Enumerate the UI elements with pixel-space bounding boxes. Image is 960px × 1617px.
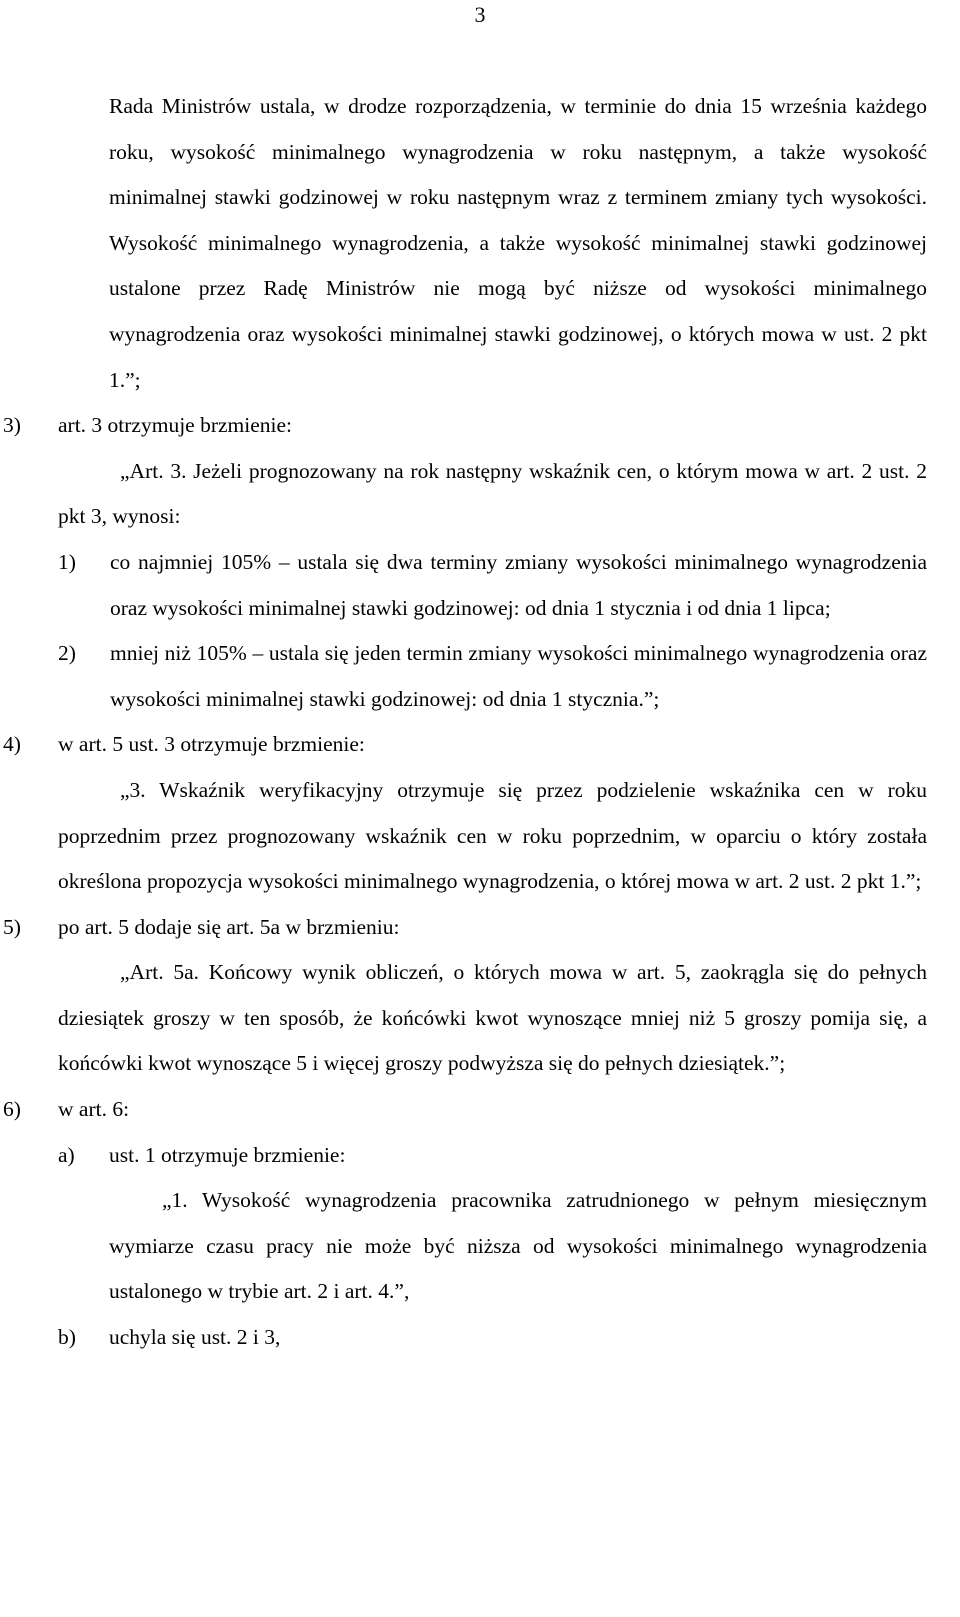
item-number: 5) [3, 914, 21, 939]
item-number: 4) [3, 732, 21, 757]
document-body [0, 84, 960, 1361]
sub-item-text: mniej niż 105% – ustala się jeden termin zmiany wysokości minimalnego wynagrodzenia oraz wysokości minimalnej stawki godzinowej: od dnia 1 stycznia.”; [110, 641, 927, 711]
intro-paragraph: Rada Ministrów ustala, w drodze rozporządzenia, w terminie do dnia 15 września każdego roku, wysokość minimalnego wynagrodzenia w roku następnym, a także wysokość minimalnej stawki godzinowej w roku następnym wraz z terminem zmiany tych wysokości. Wysokość minimalnego wynagrodzenia, a także wysokość minimalnej stawki godzinowej ustalone przez Radę Ministrów nie mogą być niższe od wysokości minimalnego wynagrodzenia oraz wysokości minimalnej stawki godzinowej, o których mowa w ust. 2 pkt 1.”; [109, 94, 927, 392]
art6-quote [109, 1178, 927, 1315]
list-item-5 [3, 905, 927, 951]
list-item-4 [3, 722, 927, 768]
item-text: w art. 6: [58, 1097, 130, 1122]
quote-text: „Art. 3. Jeżeli prognozowany na rok następny wskaźnik cen, o którym mowa w art. 2 ust. 2 pkt 3, wynosi: [58, 458, 927, 529]
letter-item-a [58, 1133, 927, 1179]
sub-item-2 [58, 631, 927, 722]
sub-item-number: 1) [58, 549, 76, 574]
quote-text: „3. Wskaźnik weryfikacyjny otrzymuje się przez podzielenie wskaźnika cen w roku poprzednim przez prognozowany wskaźnik cen w roku poprzednim, w oparciu o który została określona propozycja wysokości minimalnego wynagrodzenia, o której mowa w art. 2 ust. 2 pkt 1.”; [58, 777, 927, 894]
item-text: art. 3 otrzymuje brzmienie: [58, 413, 293, 438]
list-item-3 [3, 403, 927, 449]
quote-text: „Art. 5a. Końcowy wynik obliczeń, o których mowa w art. 5, zaokrągla się do pełnych dziesiątek groszy w ten sposób, że końcówki kwot wynoszące mniej niż 5 groszy pomija się, a końcówki kwot wynoszące 5 i więcej groszy podwyższa się do pełnych dziesiątek.”; [58, 960, 927, 1076]
letter-item-text: uchyla się ust. 2 i 3, [109, 1325, 281, 1350]
sub-item-number: 2) [58, 641, 76, 666]
letter-item-number: b) [58, 1325, 76, 1350]
list-item-6 [3, 1087, 927, 1133]
art5-quote [58, 768, 927, 905]
item-text: po art. 5 dodaje się art. 5a w brzmieniu: [58, 914, 400, 939]
letter-item-text: ust. 1 otrzymuje brzmienie: [109, 1142, 346, 1167]
quote-text: „1. Wysokość wynagrodzenia pracownika zatrudnionego w pełnym miesięcznym wymiarze czasu pracy nie może być niższa od wysokości minimalnego wynagrodzenia ustalonego w trybie art. 2 i art. 4.”, [109, 1188, 927, 1304]
sub-item-1 [58, 540, 927, 631]
sub-item-text: co najmniej 105% – ustala się dwa terminy zmiany wysokości minimalnego wynagrodzenia oraz wysokości minimalnej stawki godzinowej: od dnia 1 stycznia i od dnia 1 lipca; [110, 549, 927, 620]
letter-item-number: a) [58, 1142, 75, 1167]
art3-quote [58, 449, 927, 540]
item-number: 3) [3, 413, 21, 438]
letter-item-b [58, 1315, 927, 1361]
art5a-quote [58, 950, 927, 1087]
item-number: 6) [3, 1097, 21, 1122]
item-text: w art. 5 ust. 3 otrzymuje brzmienie: [58, 732, 365, 757]
page-number: 3 [474, 2, 486, 27]
